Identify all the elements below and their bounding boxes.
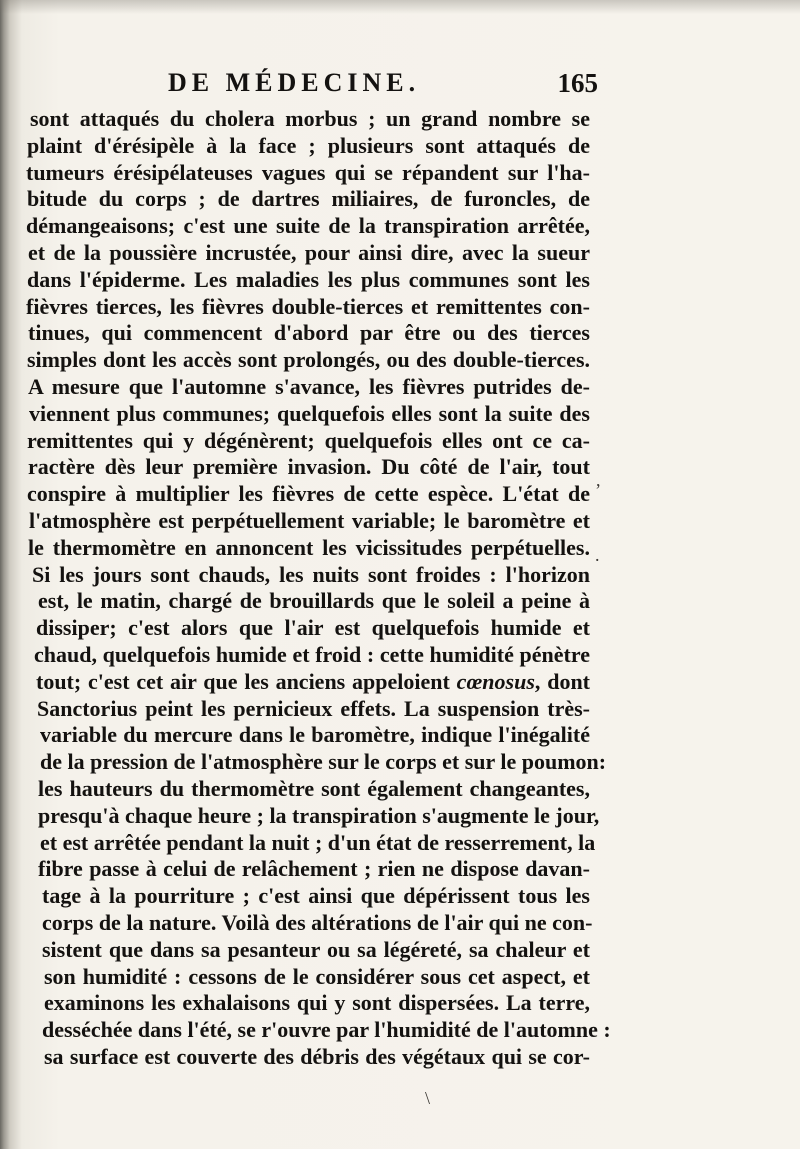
text-line: et est arrêtée pendant la nuit ; d'un état de resserrement, la xyxy=(40,829,596,855)
text-line: sa surface est couverte des débris des végétaux qui se cor- xyxy=(44,1044,590,1069)
text-line: démangeaisons; c'est une suite de la transpiration arrêtée, xyxy=(26,213,590,239)
text-line: sont attaqués du cholera morbus ; un grand nombre se xyxy=(30,106,590,131)
text-line: dissiper; c'est alors que l'air est quelquefois humide et xyxy=(36,615,590,641)
text-line: corps de la nature. Voilà des altérations de l'air qui ne con- xyxy=(42,910,593,935)
text-line: les hauteurs du thermomètre sont également changeantes, xyxy=(38,776,590,801)
text-line: presqu'à chaque heure ; la transpiration s'augmente le jour, xyxy=(38,802,600,828)
text-line: dans l'épiderme. Les maladies les plus communes sont les xyxy=(27,266,590,292)
text-line: tumeurs érésipélateuses vagues qui se répandent sur l'ha- xyxy=(26,159,590,185)
text-line: et de la poussière incrustée, pour ainsi dire, avec la sueur xyxy=(28,240,590,265)
text-line: remittentes qui y dégénèrent; quelquefois elles ont ce ca- xyxy=(27,427,590,453)
text-line: desséchée dans l'été, se r'ouvre par l'humidité de l'automne : xyxy=(42,1017,611,1043)
text-line: fièvres tierces, les fièvres double-tierces et remittentes con- xyxy=(26,293,590,319)
text-line: tage à la pourriture ; c'est ainsi que dépérissent tous les xyxy=(42,883,590,909)
ink-speck: . xyxy=(595,545,600,565)
text-line: ractère dès leur première invasion. Du côté de l'air, tout xyxy=(28,454,590,480)
text-line: est, le matin, chargé de brouillards que le soleil a peine à xyxy=(38,588,590,614)
text-line: A mesure que l'automne s'avance, les fièvres putrides de- xyxy=(28,374,590,399)
text-line: plaint d'érésipèle à la face ; plusieurs sont attaqués de xyxy=(27,132,590,158)
latin-term: cœnosus xyxy=(456,668,535,694)
text-line: son humidité : cessons de le considérer sous cet aspect, et xyxy=(44,963,590,989)
running-head-title: DE MÉDECINE. xyxy=(168,68,421,97)
text-line: simples dont les accès sont prolongés, ou des double-tierces. xyxy=(27,347,590,373)
text-line: variable du mercure dans le baromètre, indique l'inégalité xyxy=(40,722,590,748)
text-line: conspire à multiplier les fièvres de cette espèce. L'état de xyxy=(27,481,590,507)
ink-speck: , xyxy=(596,470,601,490)
scan-shadow xyxy=(0,0,800,14)
text-line: bitude du corps ; de dartres miliaires, de furoncles, de xyxy=(27,186,590,212)
ink-speck: \ xyxy=(425,1088,431,1108)
text-line: Si les jours sont chauds, les nuits sont froides : l'horizon xyxy=(32,561,590,587)
text-line: sistent que dans sa pesanteur ou sa légéreté, sa chaleur et xyxy=(42,936,590,962)
text-line: examinons les exhalaisons qui y sont dispersées. La terre, xyxy=(44,990,590,1016)
text-line: le thermomètre en annoncent les vicissitudes perpétuelles. xyxy=(28,534,590,560)
page-number: 165 xyxy=(557,68,598,98)
text-line: chaud, quelquefois humide et froid : cette humidité pénètre xyxy=(34,642,590,667)
text-line: fibre passe à celui de relâchement ; rien ne dispose davan- xyxy=(38,856,590,882)
text-line: l'atmosphère est perpétuellement variable; le baromètre et xyxy=(29,508,590,533)
text-line: viennent plus communes; quelquefois elles sont la suite des xyxy=(29,400,590,426)
text-line: de la pression de l'atmosphère sur le corps et sur le poumon: xyxy=(40,749,607,775)
text-line: tinues, qui commencent d'abord par être ou des tierces xyxy=(28,320,590,346)
text-line: tout; c'est cet air que les anciens appeloient cœnosus, dont xyxy=(36,668,591,694)
text-line: Sanctorius peint les pernicieux effets. La suspension très- xyxy=(37,695,590,721)
running-head xyxy=(168,68,598,102)
